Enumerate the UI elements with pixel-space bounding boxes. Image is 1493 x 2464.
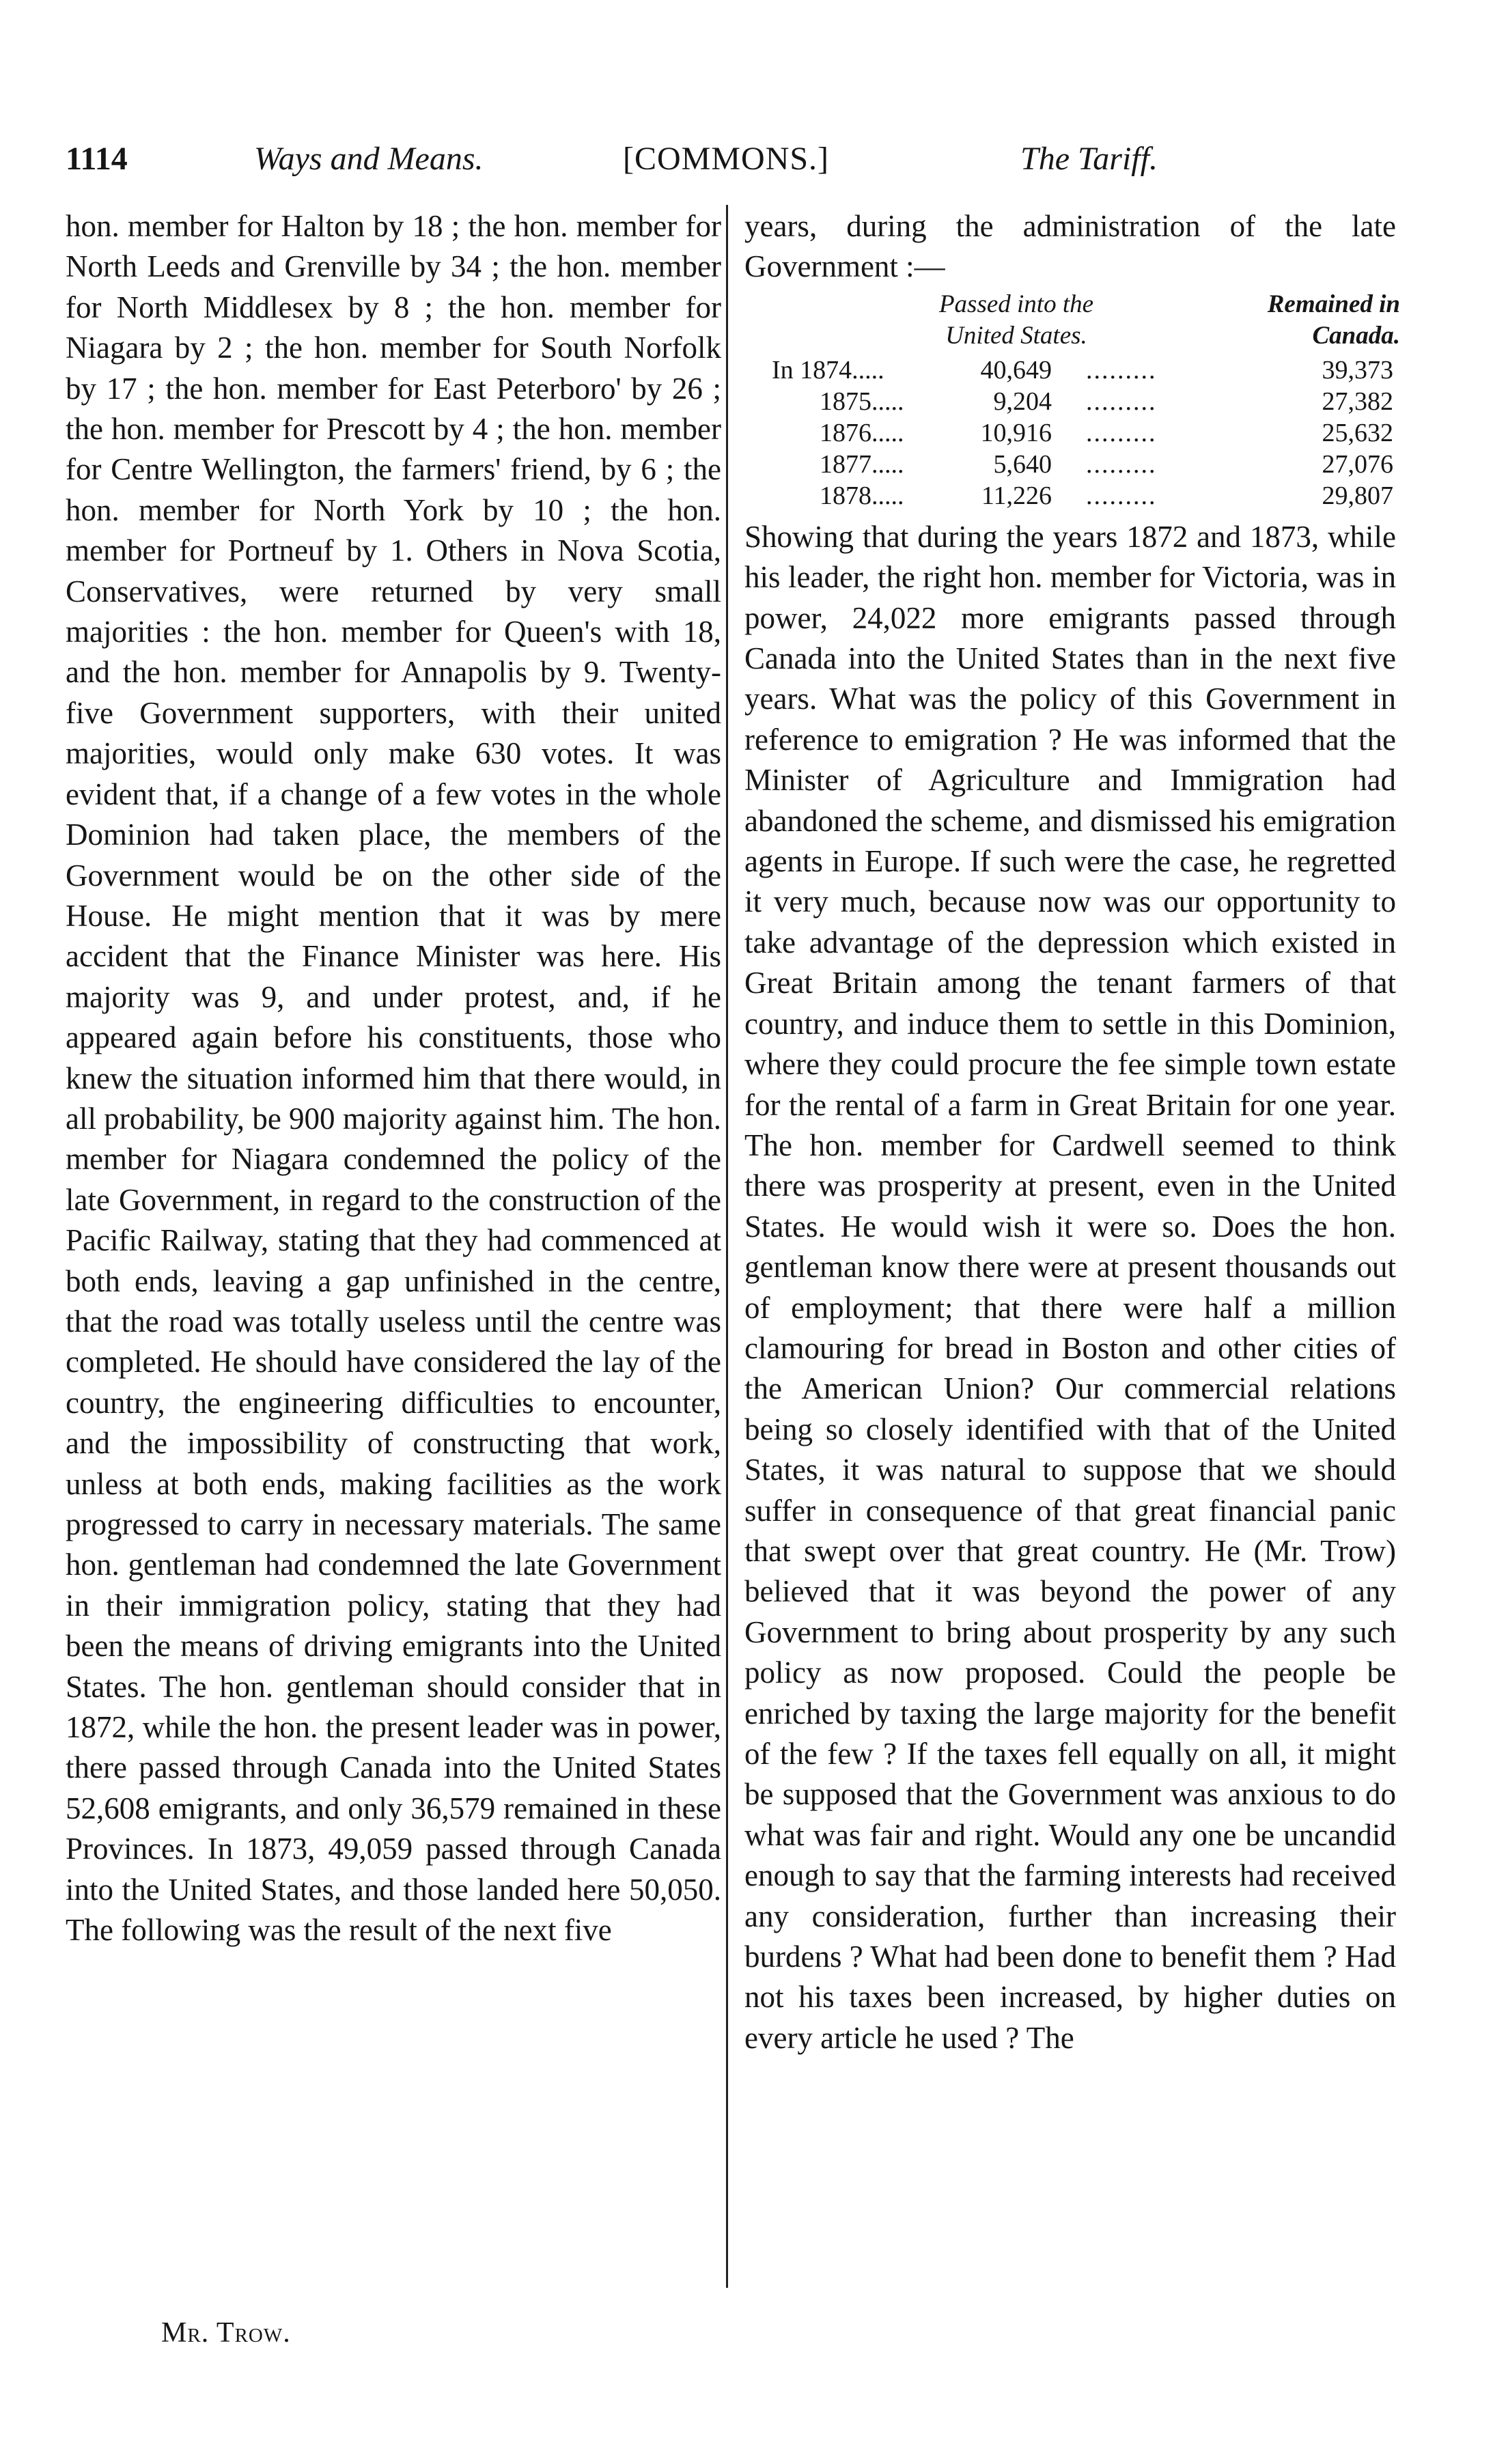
topic-title: The Tariff. <box>1020 141 1158 177</box>
table-row <box>744 449 1396 480</box>
row-remained: 39,373 <box>1322 355 1393 384</box>
row-leader-dots: ......... <box>1086 418 1157 447</box>
right-column-intro: years, during the administration of the late Government :— <box>744 209 1396 284</box>
row-remained: 29,807 <box>1322 481 1393 510</box>
table-header <box>744 289 1400 354</box>
right-column-text: Showing that during the years 1872 and 1873, while his leader, the right hon. member for Victoria, was in power, 24,022 more emigrants passed through Canada into the United States than in the next five years. What was the policy of this Government in reference to emigration ? He was informed that the Minister of Agriculture and Immigration had abandoned the scheme, and dismissed his emigration agents in Europe. If such were the case, he regretted it very much, because now was our opportunity to take advantage of the depression which existed in Great Britain among the tenant farmers of that country, and induce them to settle in this Dominion, where they could procure the fee simple town estate for the rental of a farm in Great Britain for one year. The hon. member for Cardwell seemed to think there was prosperity at present, even in the United States. He would wish it were so. Does the hon. gentleman know there were at present thousands out of employment; that there were half a million clamouring for bread in Boston and other cities of the American Union? Our commercial relations being so closely identified with that of the United States, it was natural to suppose that we should suffer in consequence of that great financial panic that swept over that great country. He (Mr. Trow) believed that it was beyond the power of any Government to bring about prosperity by any such policy as now proposed. Could the people be enriched by taxing the large majority for the benefit of the few ? If the taxes fell equally on all, it might be supposed that the Government was anxious to do what was fair and right. Would any one be uncandid enough to say that the farming interests had received any consideration, further than increasing their burdens ? What had been done to benefit them ? Had not his taxes been increased, by higher duties on every article he used ? The <box>744 519 1396 2055</box>
row-year: 1877..... <box>820 449 904 479</box>
row-remained: 25,632 <box>1322 418 1393 447</box>
remained-column-header: Remained in Canada. <box>1267 290 1400 350</box>
section-title: Ways and Means. <box>254 141 484 177</box>
row-passed: 9,204 <box>993 387 1052 416</box>
left-column <box>66 206 721 1950</box>
page-header <box>66 135 1377 183</box>
row-year: 1876..... <box>820 418 904 447</box>
row-year: In 1874..... <box>772 355 884 384</box>
table-row <box>744 386 1396 417</box>
speaker-footer: Mr. Trow. <box>161 2317 291 2349</box>
row-leader-dots: ......... <box>1086 355 1157 384</box>
column-divider <box>726 205 728 2288</box>
house-title: [COMMONS.] <box>623 141 830 177</box>
page-number: 1114 <box>66 141 128 177</box>
row-leader-dots: ......... <box>1086 387 1157 416</box>
row-year: 1878..... <box>820 481 904 510</box>
table-row <box>744 354 1396 386</box>
row-passed: 5,640 <box>993 449 1052 479</box>
row-leader-dots: ......... <box>1086 481 1157 510</box>
row-remained: 27,382 <box>1322 387 1393 416</box>
table-row <box>744 417 1396 449</box>
passed-column-header: Passed into the United States. <box>938 290 1094 350</box>
row-passed: 40,649 <box>980 355 1052 384</box>
row-remained: 27,076 <box>1322 449 1393 479</box>
left-column-text: hon. member for Halton by 18 ; the hon. member for North Leeds and Grenville by 34 ; the hon. member for North Middlesex by 8 ; the hon. member for Niagara by 2 ; the hon. member for South Norfolk by 17 ; the hon. member for East Peterboro' by 26 ; the hon. member for Prescott by 4 ; the hon. member for Centre Wellington, the farmers' friend, by 6 ; the hon. member for North York by 10 ; the hon. member for Portneuf by 1. Others in Nova Scotia, Conservatives, were returned by very small majorities : the hon. member for Queen's with 18, and the hon. member for Annapolis by 9. Twenty-five Government supporters, with their united majorities, would only make 630 votes. It was evident that, if a change of a few votes in the whole Dominion had taken place, the members of the Government would be on the other side of the House. He might mention that it was by mere accident that the Finance Minister was here. His majority was 9, and under protest, and, if he appeared again before his constituents, those who knew the situation informed him that there would, in all probability, be 900 majority against him. The hon. member for Niagara condemned the policy of the late Government, in regard to the construction of the Pacific Railway, stating that they had commenced at both ends, leaving a gap unfinished in the centre, that the road was totally useless until the centre was completed. He should have considered the lay of the country, the engineering difficulties to encounter, and the impossibility of constructing that work, unless at both ends, making facilities as the work progressed to carry in necessary materials. The same hon. gentleman had condemned the late Government in their immigration policy, stating that they had been the means of driving emigrants into the United States. The hon. gentleman should consider that in 1872, while the hon. the present leader was in power, there passed through Canada into the United States 52,608 emigrants, and only 36,579 remained in these Provinces. In 1873, 49,059 passed through Canada into the United States, and those landed here 50,050. The following was the result of the next five <box>66 209 721 1948</box>
row-year: 1875..... <box>820 387 904 416</box>
row-passed: 10,916 <box>980 418 1052 447</box>
table-row <box>744 480 1396 512</box>
row-passed: 11,226 <box>981 481 1052 510</box>
right-column <box>744 206 1400 2058</box>
emigration-table <box>744 289 1400 512</box>
row-leader-dots: ......... <box>1086 449 1157 479</box>
